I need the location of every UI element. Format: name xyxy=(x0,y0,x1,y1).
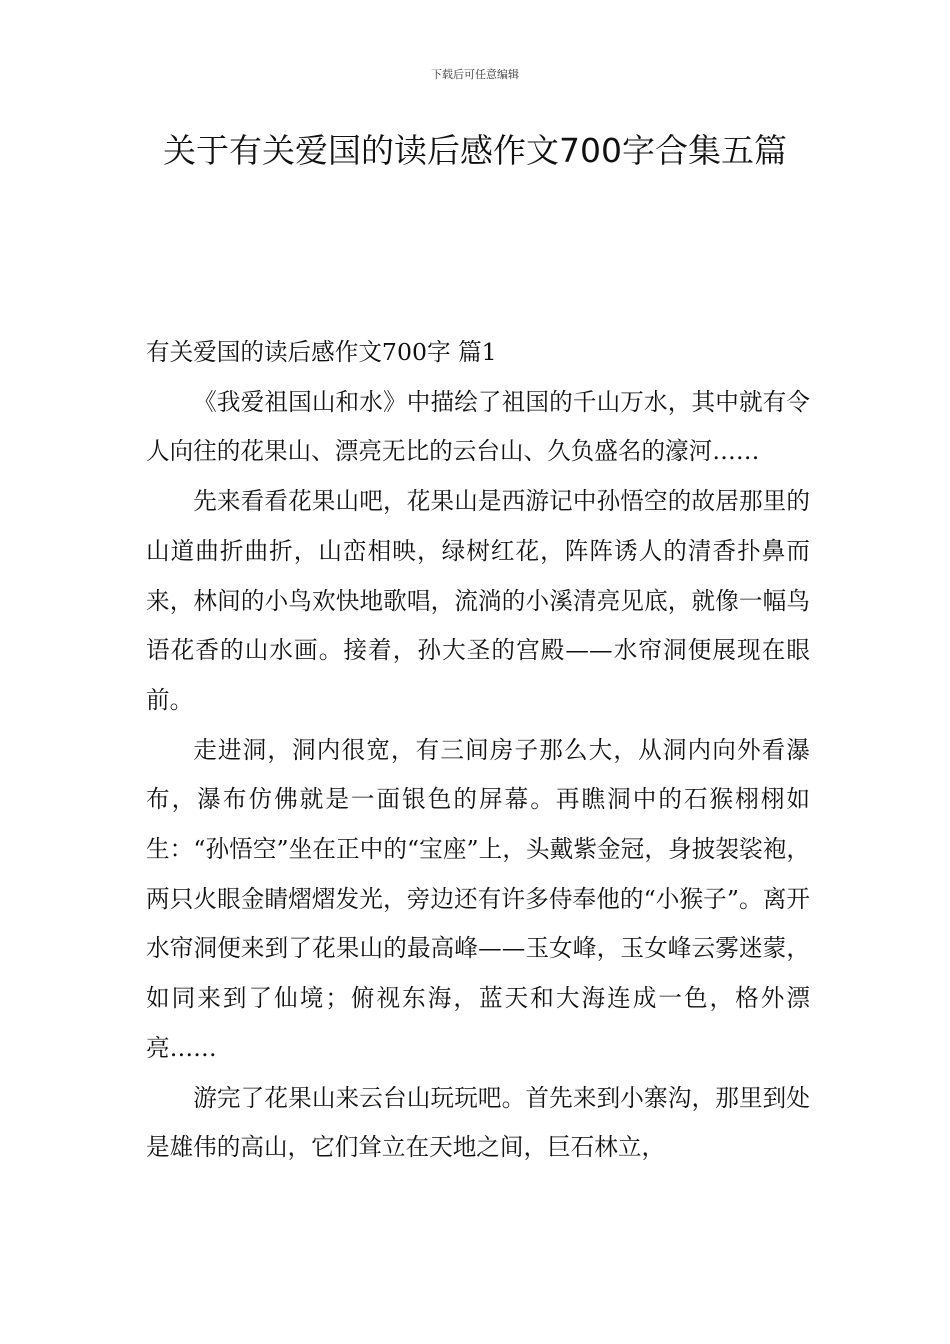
paragraph: 先来看看花果山吧，花果山是西游记中孙悟空的故居那里的山道曲折曲折，山峦相映，绿树红花，阵阵诱人的清香扑鼻而来，林间的小鸟欢快地歌唱，流淌的小溪清亮见底，就像一幅鸟语花香的山水画。接着，孙大圣的宫殿——水帘洞便展现在眼前。 xyxy=(146,487,810,714)
paragraph: 走进洞，洞内很宽，有三间房子那么大，从洞内向外看瀑布，瀑布仿佛就是一面银色的屏幕。再瞧洞中的石猴栩栩如生：“孙悟空”坐在正中的“宝座”上，头戴紫金冠，身披袈裟袍，两只火眼金睛熠熠发光，旁边还有许多侍奉他的“小猴子”。离开水帘洞便来到了花果山的最高峰——玉女峰，玉女峰云雾迷蒙，如同来到了仙境；俯视东海，蓝天和大海连成一色，格外漂亮…… xyxy=(146,735,810,1062)
paragraph: 《我爱祖国山和水》中描绘了祖国的千山万水，其中就有令人向往的花果山、漂亮无比的云台山、久负盛名的濠河…… xyxy=(146,387,810,466)
page-header-note: 下载后可任意编辑 xyxy=(431,68,519,81)
document-title: 关于有关爱国的读后感作文700字合集五篇 xyxy=(163,131,787,170)
section-heading: 有关爱国的读后感作文700字 篇1 xyxy=(146,338,497,366)
document-body xyxy=(146,328,810,1173)
paragraph: 游完了花果山来云台山玩玩吧。首先来到小寨沟，那里到处是雄伟的高山，它们耸立在天地之间，巨石林立， xyxy=(146,1083,810,1162)
